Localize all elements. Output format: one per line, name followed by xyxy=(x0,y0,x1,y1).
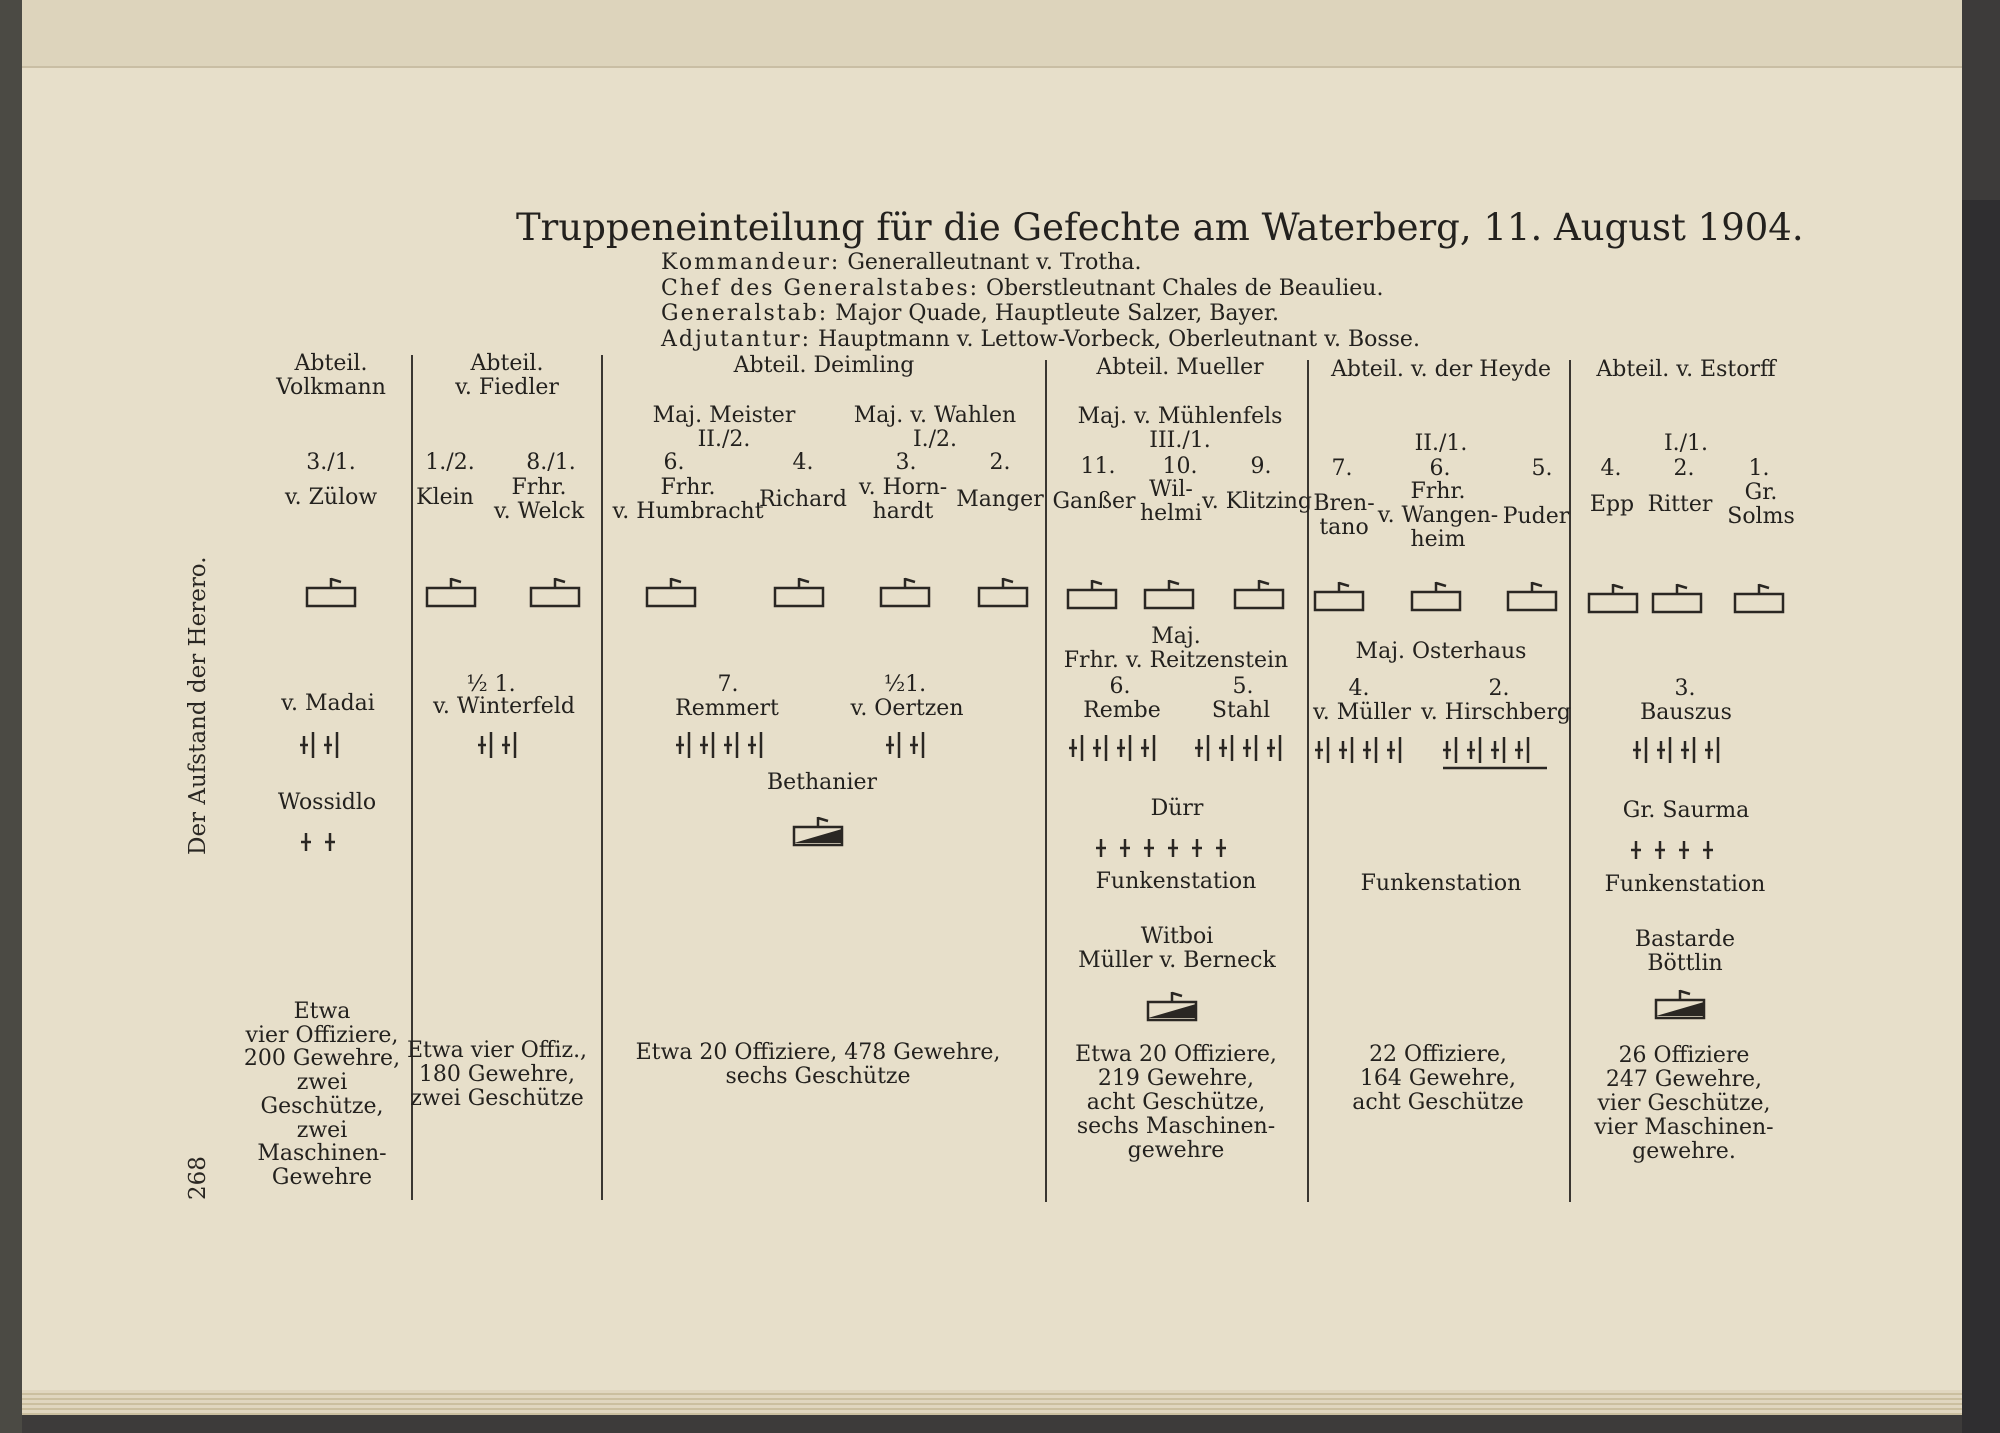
battery-number: 7. xyxy=(717,672,739,697)
mg-leader: Gr. Saurma xyxy=(1622,798,1750,823)
leader-line: Frhr. xyxy=(511,475,567,500)
total-line: 22 Offiziere, xyxy=(1369,1042,1507,1067)
battery-leader: Bauszus xyxy=(1640,700,1732,725)
infantry-company-icon xyxy=(1506,580,1560,612)
battery-icon xyxy=(1069,733,1169,767)
company-number: 8./1. xyxy=(526,450,576,475)
battery-leader: Remmert xyxy=(675,696,779,721)
battery-icon-underlined xyxy=(1443,735,1551,771)
total-line: 219 Gewehre, xyxy=(1097,1066,1255,1091)
infantry-company-icon xyxy=(879,576,933,608)
leader-line: helmi xyxy=(1139,501,1203,526)
battery-number: ½1. xyxy=(883,672,927,697)
maj-line: I./2. xyxy=(912,427,958,452)
column-divider xyxy=(1569,360,1571,1202)
battery-leader: v. Winterfeld xyxy=(433,694,575,719)
company-number: 10. xyxy=(1162,454,1198,479)
company-number: 1./2. xyxy=(425,450,475,475)
total-line: vier Maschinen- xyxy=(1594,1115,1774,1140)
total-line: zwei xyxy=(296,1070,348,1096)
leader-line: Solms xyxy=(1727,504,1795,529)
infantry-company-icon xyxy=(305,576,359,608)
native-line: Bastarde xyxy=(1634,927,1736,952)
battery-icon xyxy=(1195,733,1295,767)
total-line: 164 Gewehre, xyxy=(1359,1066,1517,1091)
company-leader xyxy=(859,476,947,524)
company-number: 7. xyxy=(1331,456,1353,481)
company-leader: Epp xyxy=(1589,492,1635,517)
total-line: Geschütze, xyxy=(260,1093,384,1119)
total-line: 180 Gewehre, xyxy=(418,1062,576,1087)
total-line: Maschinen- xyxy=(257,1141,387,1167)
battery-icon xyxy=(1315,735,1415,769)
company-number: 6. xyxy=(663,450,685,475)
column-header-fiedler xyxy=(455,352,559,400)
machine-gun-icon xyxy=(300,826,352,860)
leader-line: v. Welck xyxy=(493,499,585,524)
infantry-company-icon xyxy=(1233,578,1287,610)
company-leader: v. Zülow xyxy=(284,485,378,510)
staff-label: Chef des Generalstabes: xyxy=(661,276,980,301)
infantry-company-icon xyxy=(1066,578,1120,610)
company-number: 2. xyxy=(1673,456,1695,481)
battalion-label: I./1. xyxy=(1663,431,1709,456)
column-total-mueller xyxy=(1075,1043,1277,1163)
column-total-estorff xyxy=(1594,1044,1773,1164)
battalion-label: II./1. xyxy=(1414,431,1468,456)
maj-line: Maj. v. Mühlenfels xyxy=(1077,404,1283,429)
infantry-company-icon xyxy=(1651,582,1705,614)
page-edges xyxy=(22,1390,1962,1415)
company-leader xyxy=(1378,480,1499,552)
total-line: Etwa xyxy=(293,999,351,1024)
total-line: acht Geschütze xyxy=(1352,1090,1524,1115)
radio-station: Funkenstation xyxy=(1604,872,1766,897)
infantry-company-icon xyxy=(529,576,583,608)
maj-line: III./1. xyxy=(1149,428,1211,453)
native-auxiliaries xyxy=(1635,928,1735,976)
unit-label: Bethanier xyxy=(766,770,878,795)
machine-gun-icon xyxy=(1095,832,1255,866)
staff-line xyxy=(661,328,1420,352)
total-line: Etwa vier Offiz., xyxy=(406,1038,588,1063)
staff-value: Generalleutnant v. Trotha. xyxy=(847,250,1142,275)
column-header-mueller: Abteil. Mueller xyxy=(1096,355,1264,380)
company-leader: Ganßer xyxy=(1052,489,1136,514)
leader-line: v. Horn- xyxy=(858,475,948,500)
column-header-deimling: Abteil. Deimling xyxy=(733,353,915,378)
mounted-unit-icon xyxy=(1654,988,1708,1024)
header-line: Volkmann xyxy=(276,375,386,400)
battalion-commander xyxy=(653,404,796,452)
total-line: sechs Geschütze xyxy=(725,1064,911,1089)
leader-line: hardt xyxy=(872,499,934,524)
company-leader: Ritter xyxy=(1647,492,1713,517)
company-leader: Richard xyxy=(759,487,847,512)
native-auxiliaries xyxy=(1078,925,1276,973)
company-leader xyxy=(494,476,584,524)
page-number: 268 xyxy=(185,1156,211,1200)
total-line: zwei Geschütze xyxy=(410,1086,584,1111)
battery-number: 6. xyxy=(1109,674,1131,699)
radio-station: Funkenstation xyxy=(1095,869,1257,894)
leader-line: Gr. xyxy=(1744,480,1778,505)
column-total-deimling xyxy=(636,1041,1001,1089)
infantry-company-icon xyxy=(1313,580,1367,612)
maj-line: Frhr. v. Reitzenstein xyxy=(1063,648,1289,673)
total-line: Etwa 20 Offiziere, 478 Gewehre, xyxy=(635,1040,1001,1065)
staff-line xyxy=(661,302,1279,326)
company-number: 11. xyxy=(1080,454,1116,479)
battery-leader: v. Hirschberg xyxy=(1420,700,1572,725)
total-line: gewehre. xyxy=(1632,1139,1736,1164)
battery-icon xyxy=(478,730,530,764)
battery-leader: v. Oertzen xyxy=(850,696,964,721)
company-number: 6. xyxy=(1429,456,1451,481)
column-divider xyxy=(601,355,603,1200)
staff-label: Adjutantur: xyxy=(661,327,812,352)
staff-label: Generalstab: xyxy=(661,301,829,326)
battery-number: 2. xyxy=(1488,676,1510,701)
battalion-commander xyxy=(854,404,1016,452)
infantry-company-icon xyxy=(1143,578,1197,610)
total-line: 26 Offiziere xyxy=(1618,1043,1750,1068)
leader-line: heim xyxy=(1410,527,1466,552)
battery-leader: Rembe xyxy=(1083,698,1161,723)
maj-line: II./2. xyxy=(697,427,751,452)
infantry-company-icon xyxy=(1410,580,1464,612)
company-number: 1. xyxy=(1748,456,1770,481)
total-line: gewehre xyxy=(1127,1138,1225,1163)
battery-icon xyxy=(1633,735,1733,769)
infantry-company-icon xyxy=(977,576,1031,608)
battery-icon xyxy=(676,730,776,764)
column-total-fiedler xyxy=(407,1039,587,1111)
total-line: Etwa 20 Offiziere, xyxy=(1075,1042,1277,1067)
total-line: Gewehre xyxy=(271,1164,373,1190)
column-header-volkmann xyxy=(276,352,386,400)
total-line: 200 Gewehre, xyxy=(243,1046,401,1072)
battery-number: ½ 1. xyxy=(466,672,516,697)
leader-line: Frhr. xyxy=(660,475,716,500)
native-line: Böttlin xyxy=(1647,951,1723,976)
column-total-volkmann xyxy=(244,1000,400,1190)
company-leader: Klein xyxy=(416,485,474,510)
battery-number: 4. xyxy=(1348,676,1370,701)
artillery-commander: Maj. Osterhaus xyxy=(1355,639,1527,664)
company-number: 5. xyxy=(1531,456,1553,481)
company-number: 4. xyxy=(792,450,814,475)
infantry-company-icon xyxy=(425,576,479,608)
mounted-unit-icon xyxy=(1146,990,1200,1026)
leader-line: Frhr. xyxy=(1410,479,1466,504)
company-leader xyxy=(612,476,763,524)
column-divider xyxy=(1307,360,1309,1202)
battery-leader: v. Müller xyxy=(1312,700,1412,725)
maj-line: Maj. xyxy=(1151,624,1201,649)
facing-page-edge xyxy=(22,0,1962,68)
column-header-heyde: Abteil. v. der Heyde xyxy=(1330,357,1552,382)
total-line: sechs Maschinen- xyxy=(1076,1114,1276,1139)
staff-value: Oberstleutnant Chales de Beaulieu. xyxy=(986,276,1384,301)
running-head: Der Aufstand der Herero. xyxy=(185,556,211,855)
battery-icon xyxy=(886,730,938,764)
total-line: zwei xyxy=(296,1117,348,1143)
staff-line xyxy=(661,251,1141,275)
column-divider xyxy=(1045,360,1047,1202)
maj-line: Maj. Meister xyxy=(652,403,796,428)
company-leader: Puder xyxy=(1502,504,1570,529)
artillery-commander xyxy=(1064,625,1288,673)
total-line: vier Offiziere, xyxy=(245,1022,399,1048)
staff-value: Hauptmann v. Lettow-Vorbeck, Oberleutnant v. Bosse. xyxy=(818,327,1420,352)
company-leader xyxy=(1313,492,1374,540)
battalion-commander xyxy=(1078,405,1283,453)
leader-line: Bren- xyxy=(1313,491,1375,516)
infantry-company-icon xyxy=(1733,582,1787,614)
leader-line: tano xyxy=(1319,515,1369,540)
company-leader xyxy=(1727,481,1795,529)
company-number: 3. xyxy=(895,450,917,475)
header-line: v. Fiedler xyxy=(455,375,559,400)
column-header-estorff: Abteil. v. Estorff xyxy=(1596,357,1776,382)
company-number: 2. xyxy=(989,450,1011,475)
page-title: Truppeneinteilung für die Gefechte am Waterberg, 11. August 1904. xyxy=(516,206,1804,249)
company-number: 9. xyxy=(1250,454,1272,479)
leader-line: Wil- xyxy=(1149,477,1193,502)
mg-leader: Dürr xyxy=(1150,796,1204,821)
radio-station: Funkenstation xyxy=(1360,871,1522,896)
leader-line: v. Humbracht xyxy=(612,499,764,524)
staff-label: Kommandeur: xyxy=(661,250,841,275)
staff-value: Major Quade, Hauptleute Salzer, Bayer. xyxy=(835,301,1280,326)
company-number: 3./1. xyxy=(306,450,356,475)
leader-line: v. Wangen- xyxy=(1377,503,1499,528)
book-binding xyxy=(0,0,22,1433)
infantry-company-icon xyxy=(1587,582,1641,614)
staff-line xyxy=(661,277,1383,301)
battery-number: 3. xyxy=(1674,676,1696,701)
company-leader: Manger xyxy=(956,487,1044,512)
infantry-company-icon xyxy=(645,576,699,608)
battery-leader: v. Madai xyxy=(281,691,375,716)
total-line: vier Geschütze, xyxy=(1597,1091,1771,1116)
total-line: acht Geschütze, xyxy=(1086,1090,1266,1115)
company-leader xyxy=(1140,478,1202,526)
total-line: 247 Gewehre, xyxy=(1605,1067,1763,1092)
column-total-heyde xyxy=(1352,1043,1523,1115)
company-leader: v. Klitzing xyxy=(1201,489,1313,514)
header-line: Abteil. xyxy=(470,351,544,376)
battery-number: 5. xyxy=(1232,674,1254,699)
mg-leader: Wossidlo xyxy=(277,790,377,815)
scan-background xyxy=(1962,200,2000,1433)
header-line: Abteil. xyxy=(294,351,368,376)
native-line: Witboi xyxy=(1140,924,1214,949)
native-line: Müller v. Berneck xyxy=(1078,948,1276,973)
battery-icon xyxy=(300,730,352,764)
infantry-company-icon xyxy=(773,576,827,608)
battery-leader: Stahl xyxy=(1211,698,1271,723)
maj-line: Maj. v. Wahlen xyxy=(853,403,1017,428)
machine-gun-icon xyxy=(1630,834,1740,868)
company-number: 4. xyxy=(1600,456,1622,481)
mounted-unit-icon xyxy=(792,815,846,851)
